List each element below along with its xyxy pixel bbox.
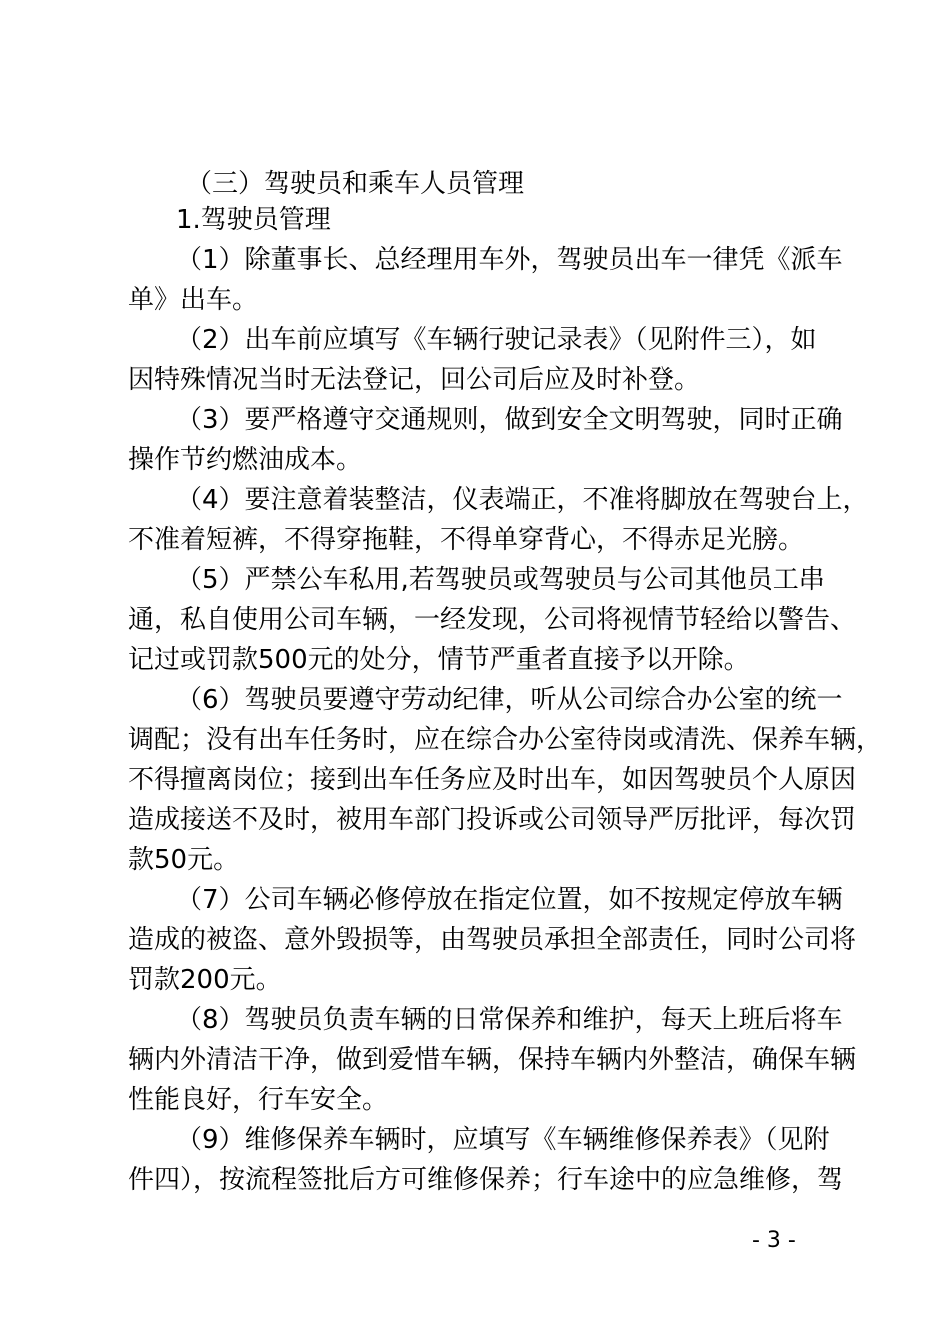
paragraph-8-line-2: 辆内外清洁干净，做到爱惜车辆，保持车辆内外整洁，确保车辆 xyxy=(128,1045,857,1075)
paragraph-5-line-1: （5）严禁公车私用,若驾驶员或驾驶员与公司其他员工串 xyxy=(176,565,825,595)
paragraph-3-line-2: 操作节约燃油成本。 xyxy=(128,445,363,475)
paragraph-6-line-2: 调配；没有出车任务时，应在综合办公室待岗或清洗、保养车辆， xyxy=(128,725,883,755)
paragraph-1-line-2: 单》出车。 xyxy=(128,285,259,315)
paragraph-9-line-1: （9）维修保养车辆时，应填写《车辆维修保养表》（见附 xyxy=(176,1125,830,1155)
paragraph-5-line-2: 通，私自使用公司车辆，一经发现，公司将视情节轻给以警告、 xyxy=(128,605,857,635)
paragraph-7-line-2: 造成的被盗、意外毁损等，由驾驶员承担全部责任，同时公司将 xyxy=(128,925,857,955)
paragraph-5-line-3: 记过或罚款500元的处分，情节严重者直接予以开除。 xyxy=(128,645,750,675)
paragraph-3-line-1: （3）要严格遵守交通规则，做到安全文明驾驶，同时正确 xyxy=(176,405,843,435)
subsection-heading: 1.驾驶员管理 xyxy=(176,205,331,235)
paragraph-1-line-1: （1）除董事长、总经理用车外，驾驶员出车一律凭《派车 xyxy=(176,245,843,275)
paragraph-6-line-3: 不得擅离岗位；接到出车任务应及时出车，如因驾驶员个人原因 xyxy=(128,765,857,795)
paragraph-2-line-2: 因特殊情况当时无法登记，回公司后应及时补登。 xyxy=(128,365,701,395)
paragraph-6-line-5: 款50元。 xyxy=(128,845,240,875)
paragraph-8-line-1: （8）驾驶员负责车辆的日常保养和维护，每天上班后将车 xyxy=(176,1005,843,1035)
paragraph-2-line-1: （2）出车前应填写《车辆行驶记录表》（见附件三），如 xyxy=(176,325,817,355)
paragraph-4-line-1: （4）要注意着装整洁，仪表端正，不准将脚放在驾驶台上， xyxy=(176,485,869,515)
paragraph-9-line-2: 件四），按流程签批后方可维修保养；行车途中的应急维修，驾 xyxy=(128,1165,844,1195)
section-heading: （三）驾驶员和乘车人员管理 xyxy=(186,169,525,199)
paragraph-6-line-4: 造成接送不及时，被用车部门投诉或公司领导严厉批评，每次罚 xyxy=(128,805,857,835)
paragraph-7-line-3: 罚款200元。 xyxy=(128,965,282,995)
page-number: - 3 - xyxy=(752,1228,796,1253)
paragraph-6-line-1: （6）驾驶员要遵守劳动纪律，听从公司综合办公室的统一 xyxy=(176,685,843,715)
paragraph-8-line-3: 性能良好，行车安全。 xyxy=(128,1085,389,1115)
paragraph-7-line-1: （7）公司车辆必修停放在指定位置，如不按规定停放车辆 xyxy=(176,885,843,915)
paragraph-4-line-2: 不准着短裤，不得穿拖鞋，不得单穿背心，不得赤足光膀。 xyxy=(128,525,805,555)
